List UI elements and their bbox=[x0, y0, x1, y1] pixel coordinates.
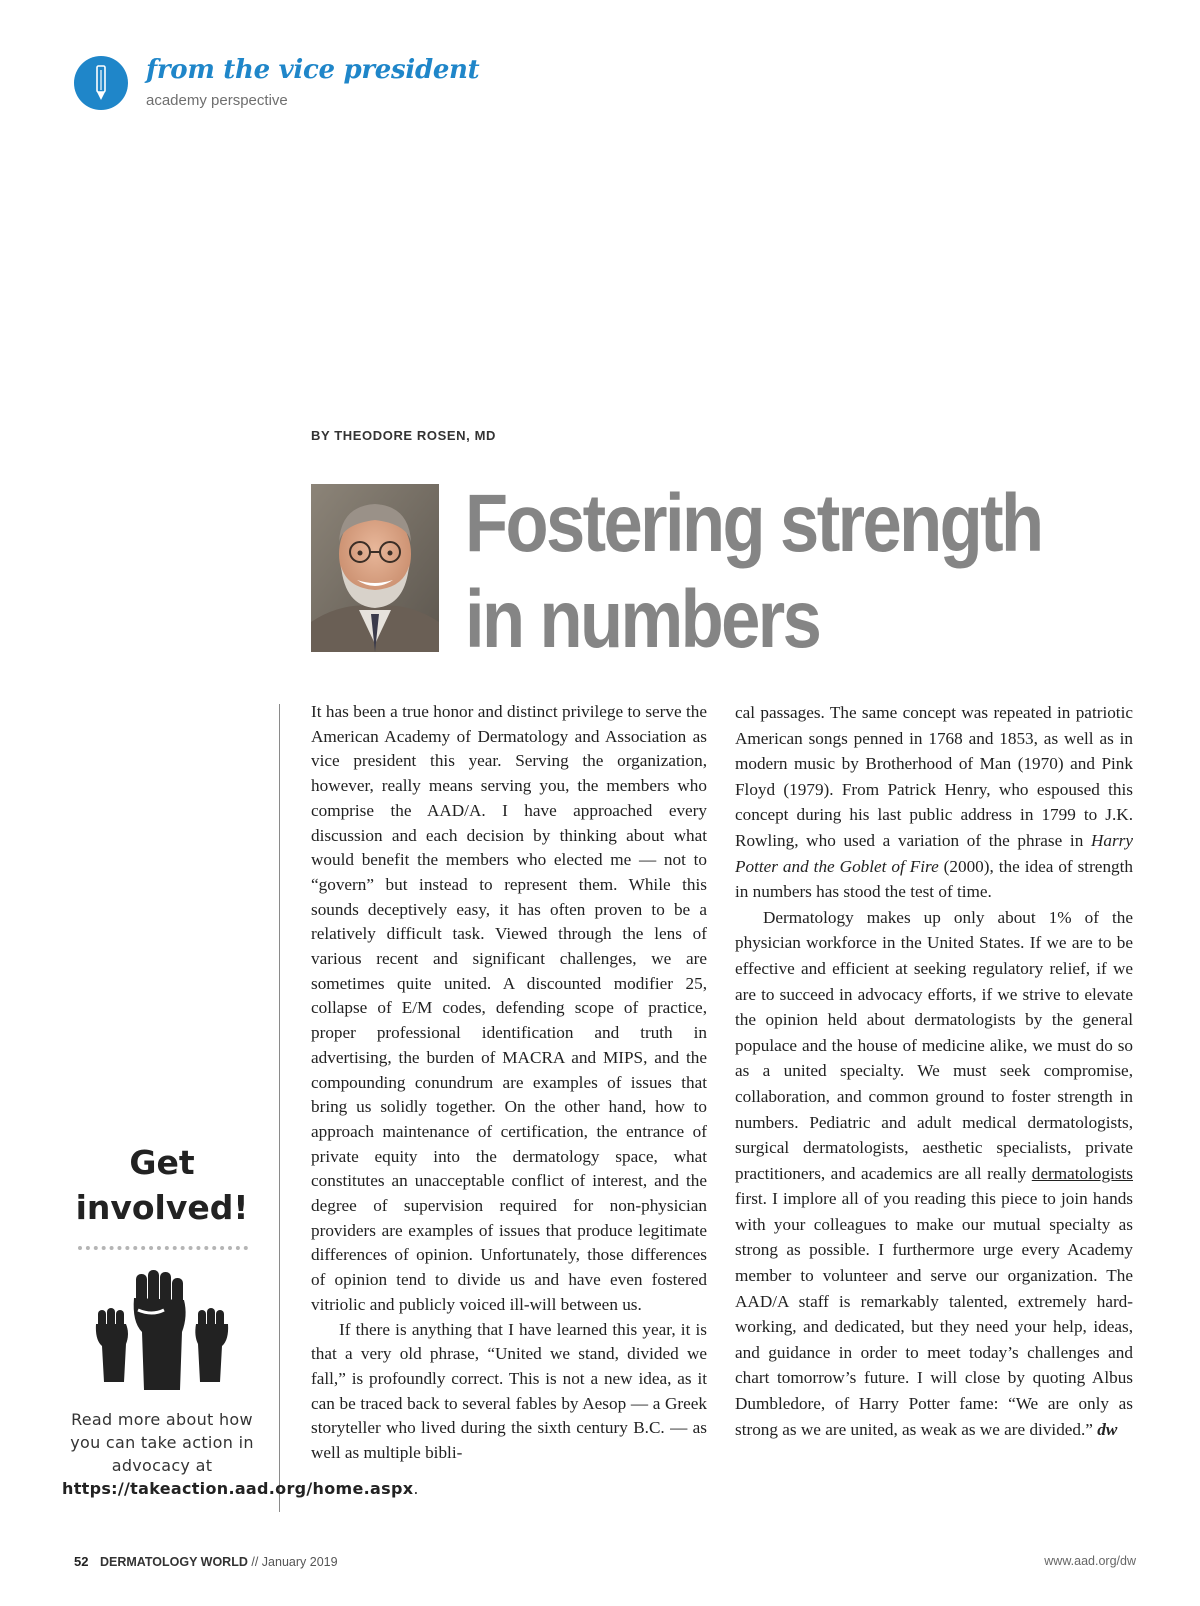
page-number: 52 bbox=[74, 1554, 89, 1569]
paragraph-4 bbox=[735, 905, 1133, 1442]
sidebar-title-line-1: Get bbox=[129, 1143, 195, 1182]
pencil-icon bbox=[91, 64, 111, 102]
advocacy-link[interactable]: https://takeaction.aad.org/home.aspx bbox=[62, 1479, 414, 1498]
sidebar-text-b: . bbox=[413, 1479, 419, 1498]
paragraph-3-text-b: (2000), the idea of strength in numbers has stood the test of time. bbox=[735, 856, 1133, 902]
book-title: Harry Potter and the Goblet of Fire bbox=[735, 830, 1133, 876]
raised-fists-icon bbox=[92, 1270, 232, 1390]
article-column-2 bbox=[735, 700, 1133, 1442]
sidebar-title-line-2: involved! bbox=[75, 1188, 249, 1227]
emphasized-word: dermatologists bbox=[1031, 1163, 1133, 1183]
footer-left bbox=[74, 1554, 338, 1569]
paragraph-3 bbox=[735, 700, 1133, 905]
end-signature: dw bbox=[1097, 1419, 1118, 1439]
paragraph-4-text-b: first. I implore all of you reading this piece to join hands with your colleagues to make our mutual specialty as strong as possible. I furthermore urge every Academy member to volunteer and serve our organization. The AAD/A staff is remarkably talented, extremely hard-working, and dedicated, but they need your help, ideas, and guidance in order to meet today’s challenges and chart tomorrow’s future. I will close by quoting Albus Dumbledore, of Harry Potter fame: “We are only as strong as we are united, as weak as we are divided.” bbox=[735, 1189, 1133, 1439]
section-icon-badge bbox=[74, 56, 128, 110]
footer-separator: // bbox=[251, 1555, 259, 1569]
issue-date: January 2019 bbox=[261, 1555, 338, 1569]
headline-line-1: Fostering strength bbox=[465, 478, 1042, 569]
section-title: from the vice president bbox=[146, 55, 480, 85]
sidebar-title bbox=[62, 1140, 262, 1230]
paragraph-1: It has been a true honor and distinct privilege to serve the American Academy of Dermatology and Association as vice president this year. Serving the organization, however, really means serving you, the members who comprise the AAD/A. I have approached every discussion and each decision by thinking about what would benefit the members who elected me — not to “govern” but instead to represent them. While this sounds deceptively easy, it has often proven to be a relatively difficult task. Viewed through the lens of various recent and significant challenges, we are sometimes quite united. A discounted modifier 25, collapse of E/M codes, defending scope of practice, proper professional identification and truth in advertising, the burden of MACRA and MIPS, and the compounding conundrum are examples of issues that bring us solidly together. On the other hand, how to approach maintenance of certification, the entrance of private equity into the dermatology space, what constitutes an unacceptable conflict of interest, and the degree of supervision required for non-physician providers are examples of issues that produce legitimate differences of opinion. Unfortunately, those differences of opinion tend to divide us and have even fostered vitriolic and publicly voiced ill-will between us. bbox=[311, 702, 707, 1314]
sidebar-text-a: Read more about how you can take action in advocacy at bbox=[70, 1410, 254, 1475]
headline bbox=[465, 476, 1042, 668]
section-subtitle: academy perspective bbox=[146, 92, 288, 109]
magazine-name: DERMATOLOGY WORLD bbox=[99, 1555, 248, 1569]
article-column-1 bbox=[311, 700, 707, 1466]
dotted-divider bbox=[78, 1246, 248, 1250]
column-divider bbox=[279, 704, 280, 1512]
byline: BY THEODORE ROSEN, MD bbox=[311, 428, 496, 443]
sidebar-text bbox=[62, 1408, 419, 1500]
paragraph-3-text-a: cal passages. The same concept was repeated in patriotic American songs penned in 1768 and 1853, as well as in modern music by Brotherhood of Man (1970) and Pink Floyd (1979). From Patrick Henry, who espoused this concept during his last public address in 1799 to J.K. Rowling, who used a variation of the phrase in bbox=[735, 703, 1133, 850]
author-portrait bbox=[311, 484, 439, 652]
paragraph-2: If there is anything that I have learned this year, it is that a very old phrase, “United we stand, divided we fall,” is profoundly correct. This is not a new idea, as it can be traced back to several fables by Aesop — a Greek storyteller who lived during the sixth century B.C. — as well as multiple bibli- bbox=[311, 1319, 707, 1463]
headline-line-2: in numbers bbox=[465, 574, 820, 665]
footer-url[interactable]: www.aad.org/dw bbox=[1044, 1554, 1136, 1568]
paragraph-4-text-a: Dermatology makes up only about 1% of the physician workforce in the United States. If we are to be effective and efficient at seeking regulatory relief, if we are to succeed in advocacy efforts, if we strive to elevate the opinion held about dermatologists by the general populace and the house of medicine alike, we must do so as a united specialty. We must seek compromise, collaboration, and common ground to foster strength in numbers. Pediatric and adult medical dermatologists, surgical dermatologists, aesthetic specialists, private practitioners, and academics are all really bbox=[735, 907, 1133, 1183]
